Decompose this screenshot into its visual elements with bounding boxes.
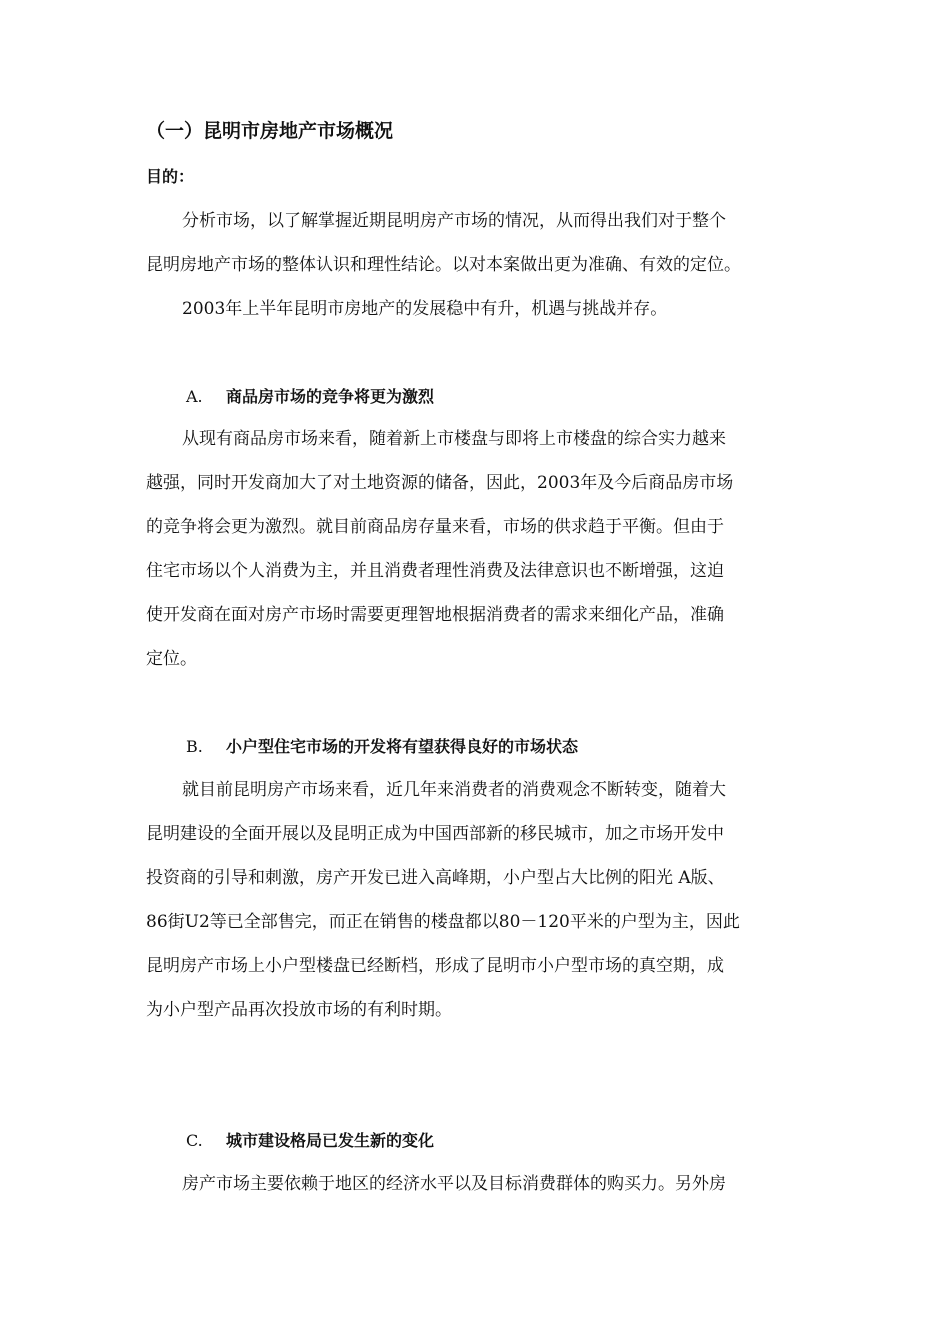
paragraph-line: 的竞争将会更为激烈。就目前商品房存量来看，市场的供求趋于平衡。但由于 — [146, 517, 724, 537]
paragraph-line: 为小户型产品再次投放市场的有利时期。 — [146, 1000, 452, 1020]
paragraph-line: 昆明房产市场上小户型楼盘已经断档，形成了昆明市小户型市场的真空期，成 — [146, 956, 724, 976]
paragraph-line: 住宅市场以个人消费为主，并且消费者理性消费及法律意识也不断增强，这迫 — [146, 561, 724, 581]
section-heading-text: 城市建设格局已发生新的变化 — [226, 1131, 435, 1150]
section-a-paragraph — [146, 417, 810, 681]
section-letter: C. — [186, 1131, 203, 1150]
paragraph-line: 昆明房地产市场的整体认识和理性结论。以对本案做出更为准确、有效的定位。 — [146, 255, 741, 275]
paragraph-line: 就目前昆明房产市场来看，近几年来消费者的消费观念不断转变，随着大 — [182, 780, 726, 800]
paragraph-line: 昆明建设的全面开展以及昆明正成为中国西部新的移民城市，加之市场开发中 — [146, 824, 724, 844]
paragraph-line: 2003年上半年昆明市房地产的发展稳中有升，机遇与挑战并存。 — [182, 299, 668, 319]
paragraph-line: 房产市场主要依赖于地区的经济水平以及目标消费群体的购买力。另外房 — [182, 1174, 726, 1194]
section-c-paragraph — [146, 1162, 810, 1206]
section-heading-text: 商品房市场的竞争将更为激烈 — [226, 387, 435, 406]
section-a-heading — [186, 384, 434, 410]
intro-paragraph — [146, 199, 810, 287]
purpose-label: 目的： — [146, 167, 195, 186]
paragraph-line: 使开发商在面对房产市场时需要更理智地根据消费者的需求来细化产品，准确 — [146, 605, 724, 625]
paragraph-line: 86街U2等已全部售完，而正在销售的楼盘都以80－120平米的户型为主，因此 — [146, 912, 740, 932]
paragraph-line: 越强，同时开发商加大了对土地资源的储备，因此，2003年及今后商品房市场 — [146, 473, 734, 493]
paragraph-line: 分析市场，以了解掌握近期昆明房产市场的情况，从而得出我们对于整个 — [182, 211, 726, 231]
paragraph-line: 投资商的引导和刺激，房产开发已进入高峰期，小户型占大比例的阳光 A版、 — [146, 868, 725, 888]
section-b-heading — [186, 734, 578, 760]
paragraph-line: 定位。 — [146, 649, 197, 669]
section-letter: B. — [186, 737, 203, 756]
summary-paragraph — [146, 287, 810, 331]
section-heading-text: 小户型住宅市场的开发将有望获得良好的市场状态 — [226, 737, 579, 756]
paragraph-line: 从现有商品房市场来看，随着新上市楼盘与即将上市楼盘的综合实力越来 — [182, 429, 726, 449]
section-letter: A. — [186, 387, 203, 406]
section-b-paragraph — [146, 768, 810, 1032]
section-c-heading — [186, 1128, 434, 1154]
document-title: （一）昆明市房地产市场概况 — [146, 120, 394, 142]
